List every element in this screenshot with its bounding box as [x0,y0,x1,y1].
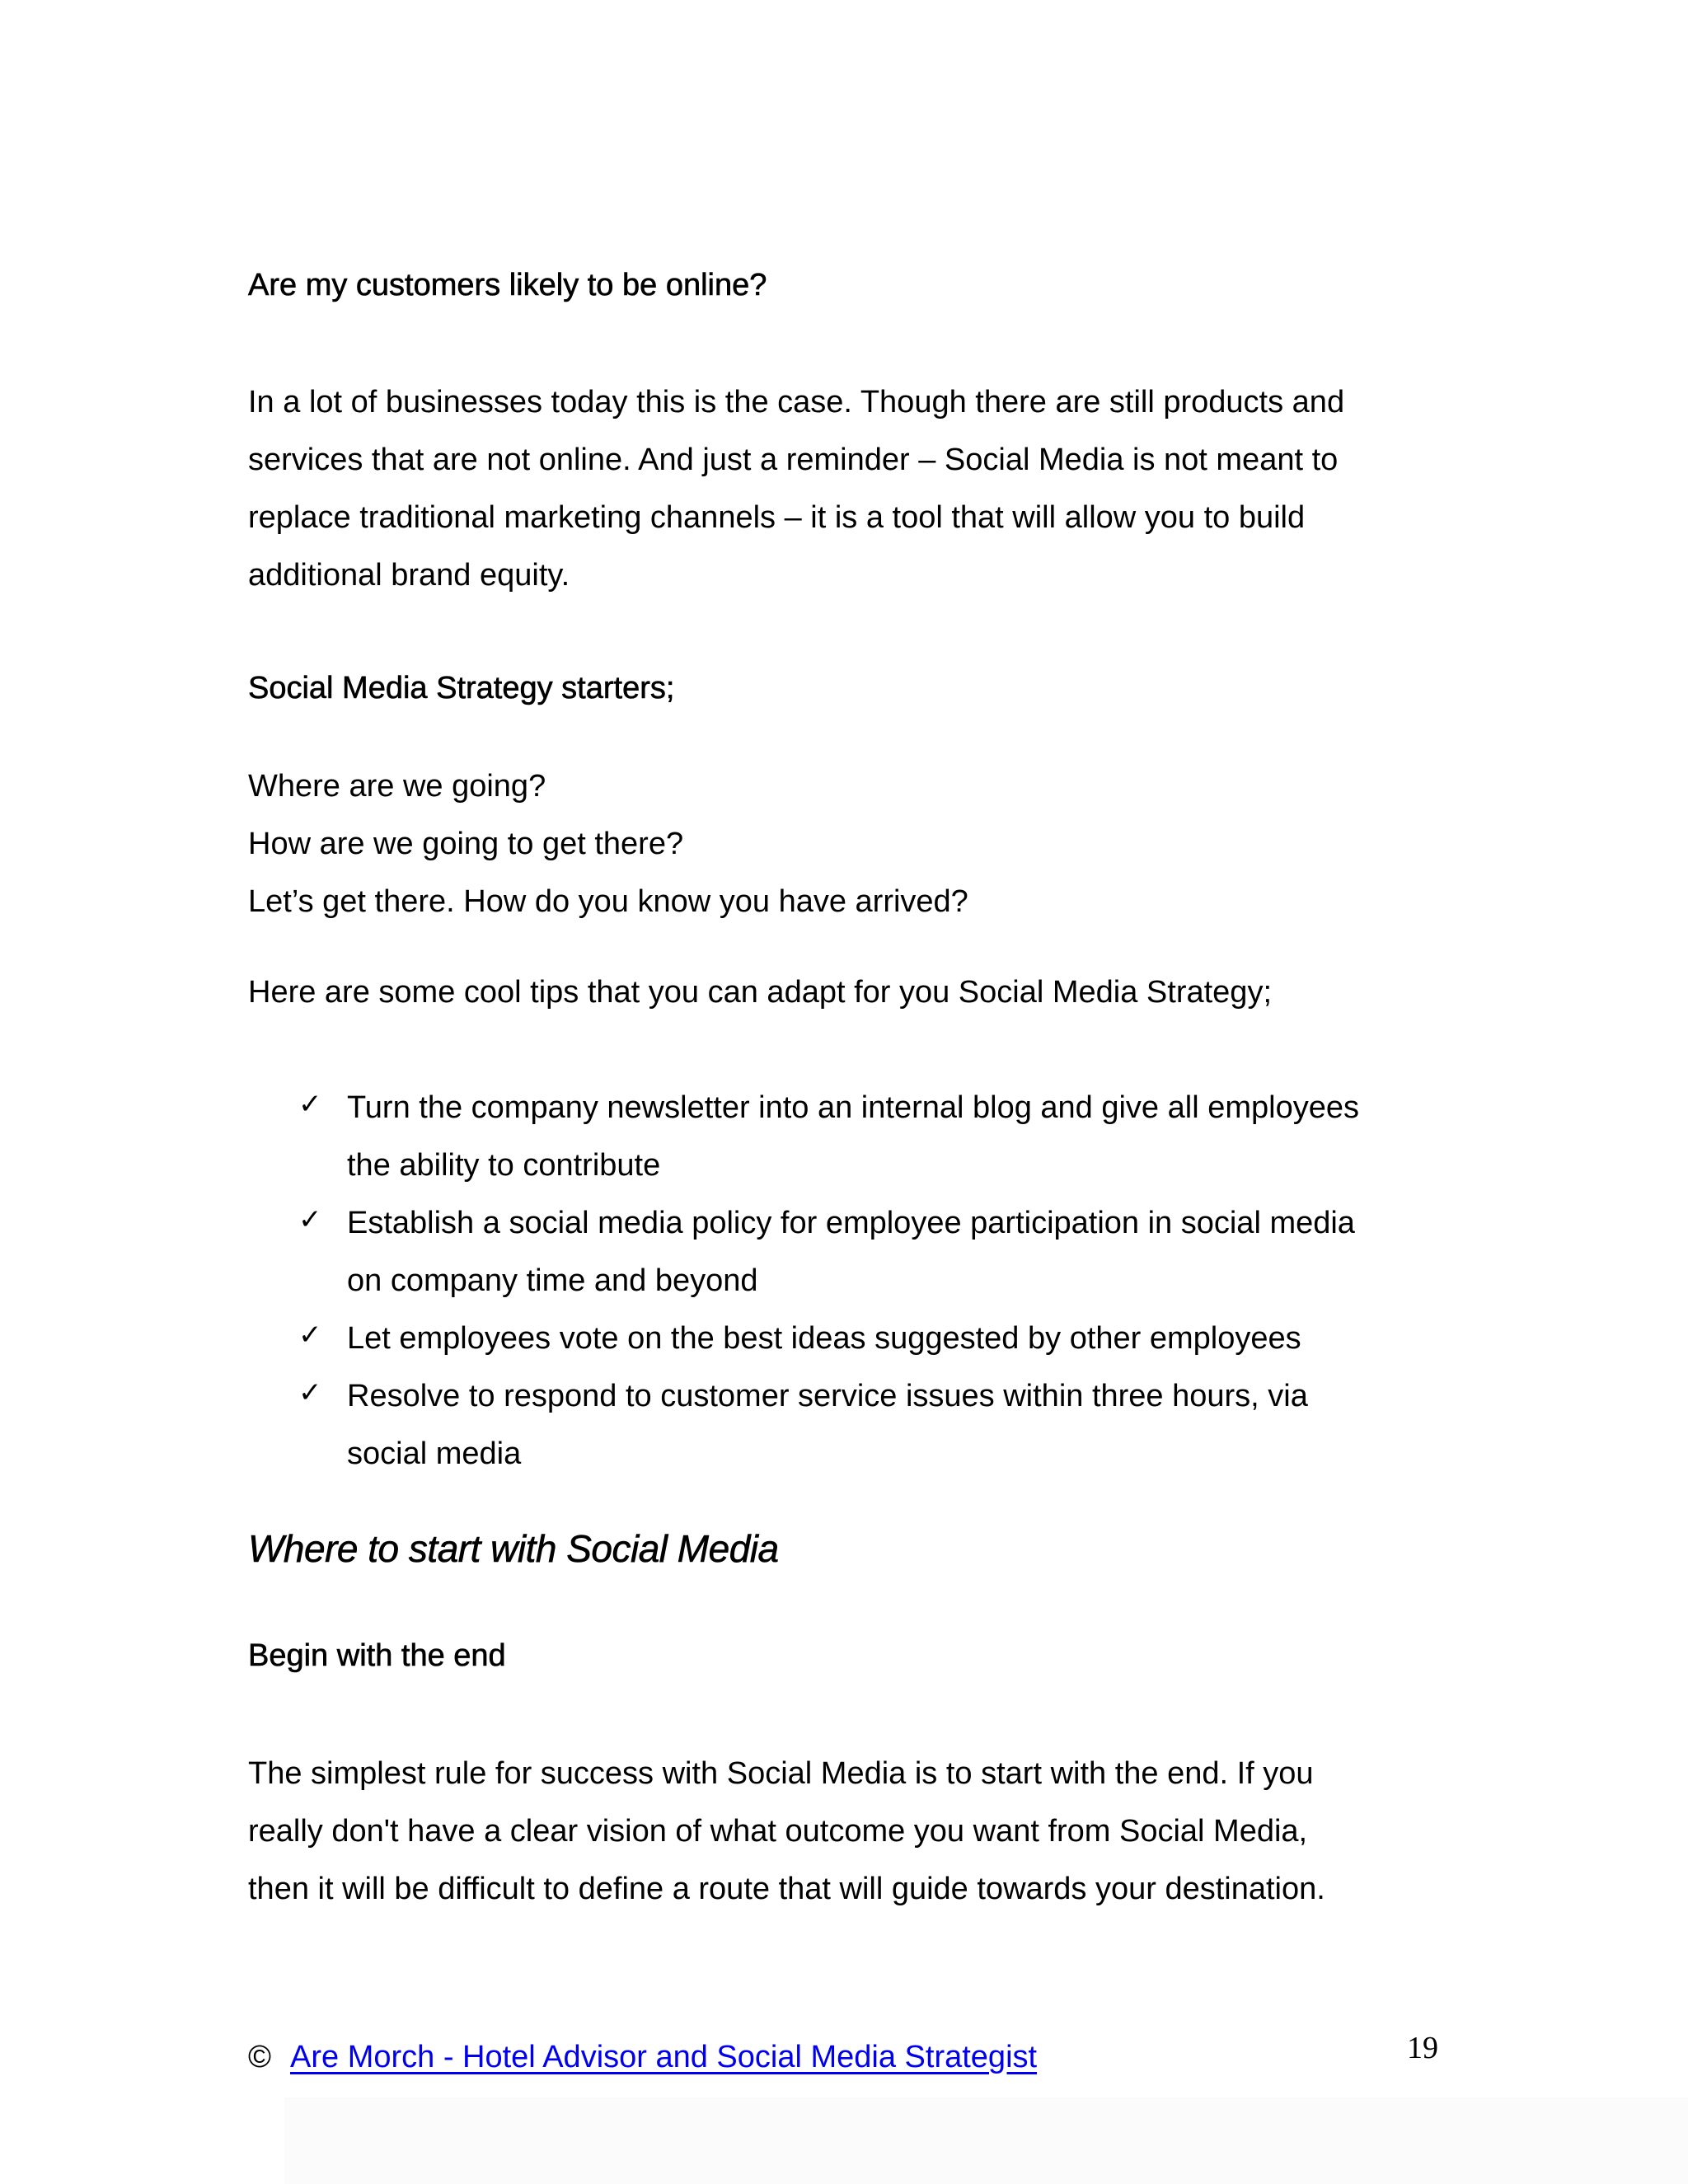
starter-question: How are we going to get there? [248,827,684,861]
heading-strategy-starters: Social Media Strategy starters; [248,671,675,705]
page-number: 19 [1407,2031,1438,2065]
heading-begin-with-end: Begin with the end [248,1638,506,1673]
starter-question: Where are we going? [248,769,546,804]
tip-line: on company time and beyond [347,1263,758,1298]
paragraph-line: additional brand equity. [248,558,570,593]
paragraph-line: really don't have a clear vision of what outcome you want from Social Media, [248,1814,1308,1849]
paragraph-line: The simplest rule for success with Social Media is to start with the end. If you [248,1756,1314,1791]
tip-line: Establish a social media policy for employee participation in social media [347,1206,1355,1240]
footer-background [284,2097,1688,2184]
checkmark-icon: ✓ [298,1203,322,1236]
checkmark-icon: ✓ [298,1376,322,1409]
heading-customers-online: Are my customers likely to be online? [248,268,767,302]
paragraph-line: then it will be difficult to define a route that will guide towards your destination. [248,1872,1325,1906]
tip-line: Turn the company newsletter into an internal blog and give all employees [347,1090,1359,1125]
section-title: Where to start with Social Media [248,1527,779,1570]
tip-line: social media [347,1436,522,1471]
tip-line: the ability to contribute [347,1148,661,1183]
paragraph-line: services that are not online. And just a reminder – Social Media is not meant to [248,443,1339,477]
checkmark-icon: ✓ [298,1319,322,1352]
tip-line: Let employees vote on the best ideas suggested by other employees [347,1321,1301,1356]
paragraph-line: replace traditional marketing channels – it is a tool that will allow you to build [248,500,1306,535]
footer-author-link[interactable]: Are Morch - Hotel Advisor and Social Media Strategist [290,2040,1038,2074]
checkmark-icon: ✓ [298,1088,322,1121]
copyright-symbol: © [248,2040,271,2074]
starter-question: Let’s get there. How do you know you have arrived? [248,884,968,919]
paragraph-line: In a lot of businesses today this is the case. Though there are still products and [248,385,1345,419]
tip-line: Resolve to respond to customer service issues within three hours, via [347,1379,1308,1413]
tips-intro: Here are some cool tips that you can adapt for you Social Media Strategy; [248,975,1272,1010]
